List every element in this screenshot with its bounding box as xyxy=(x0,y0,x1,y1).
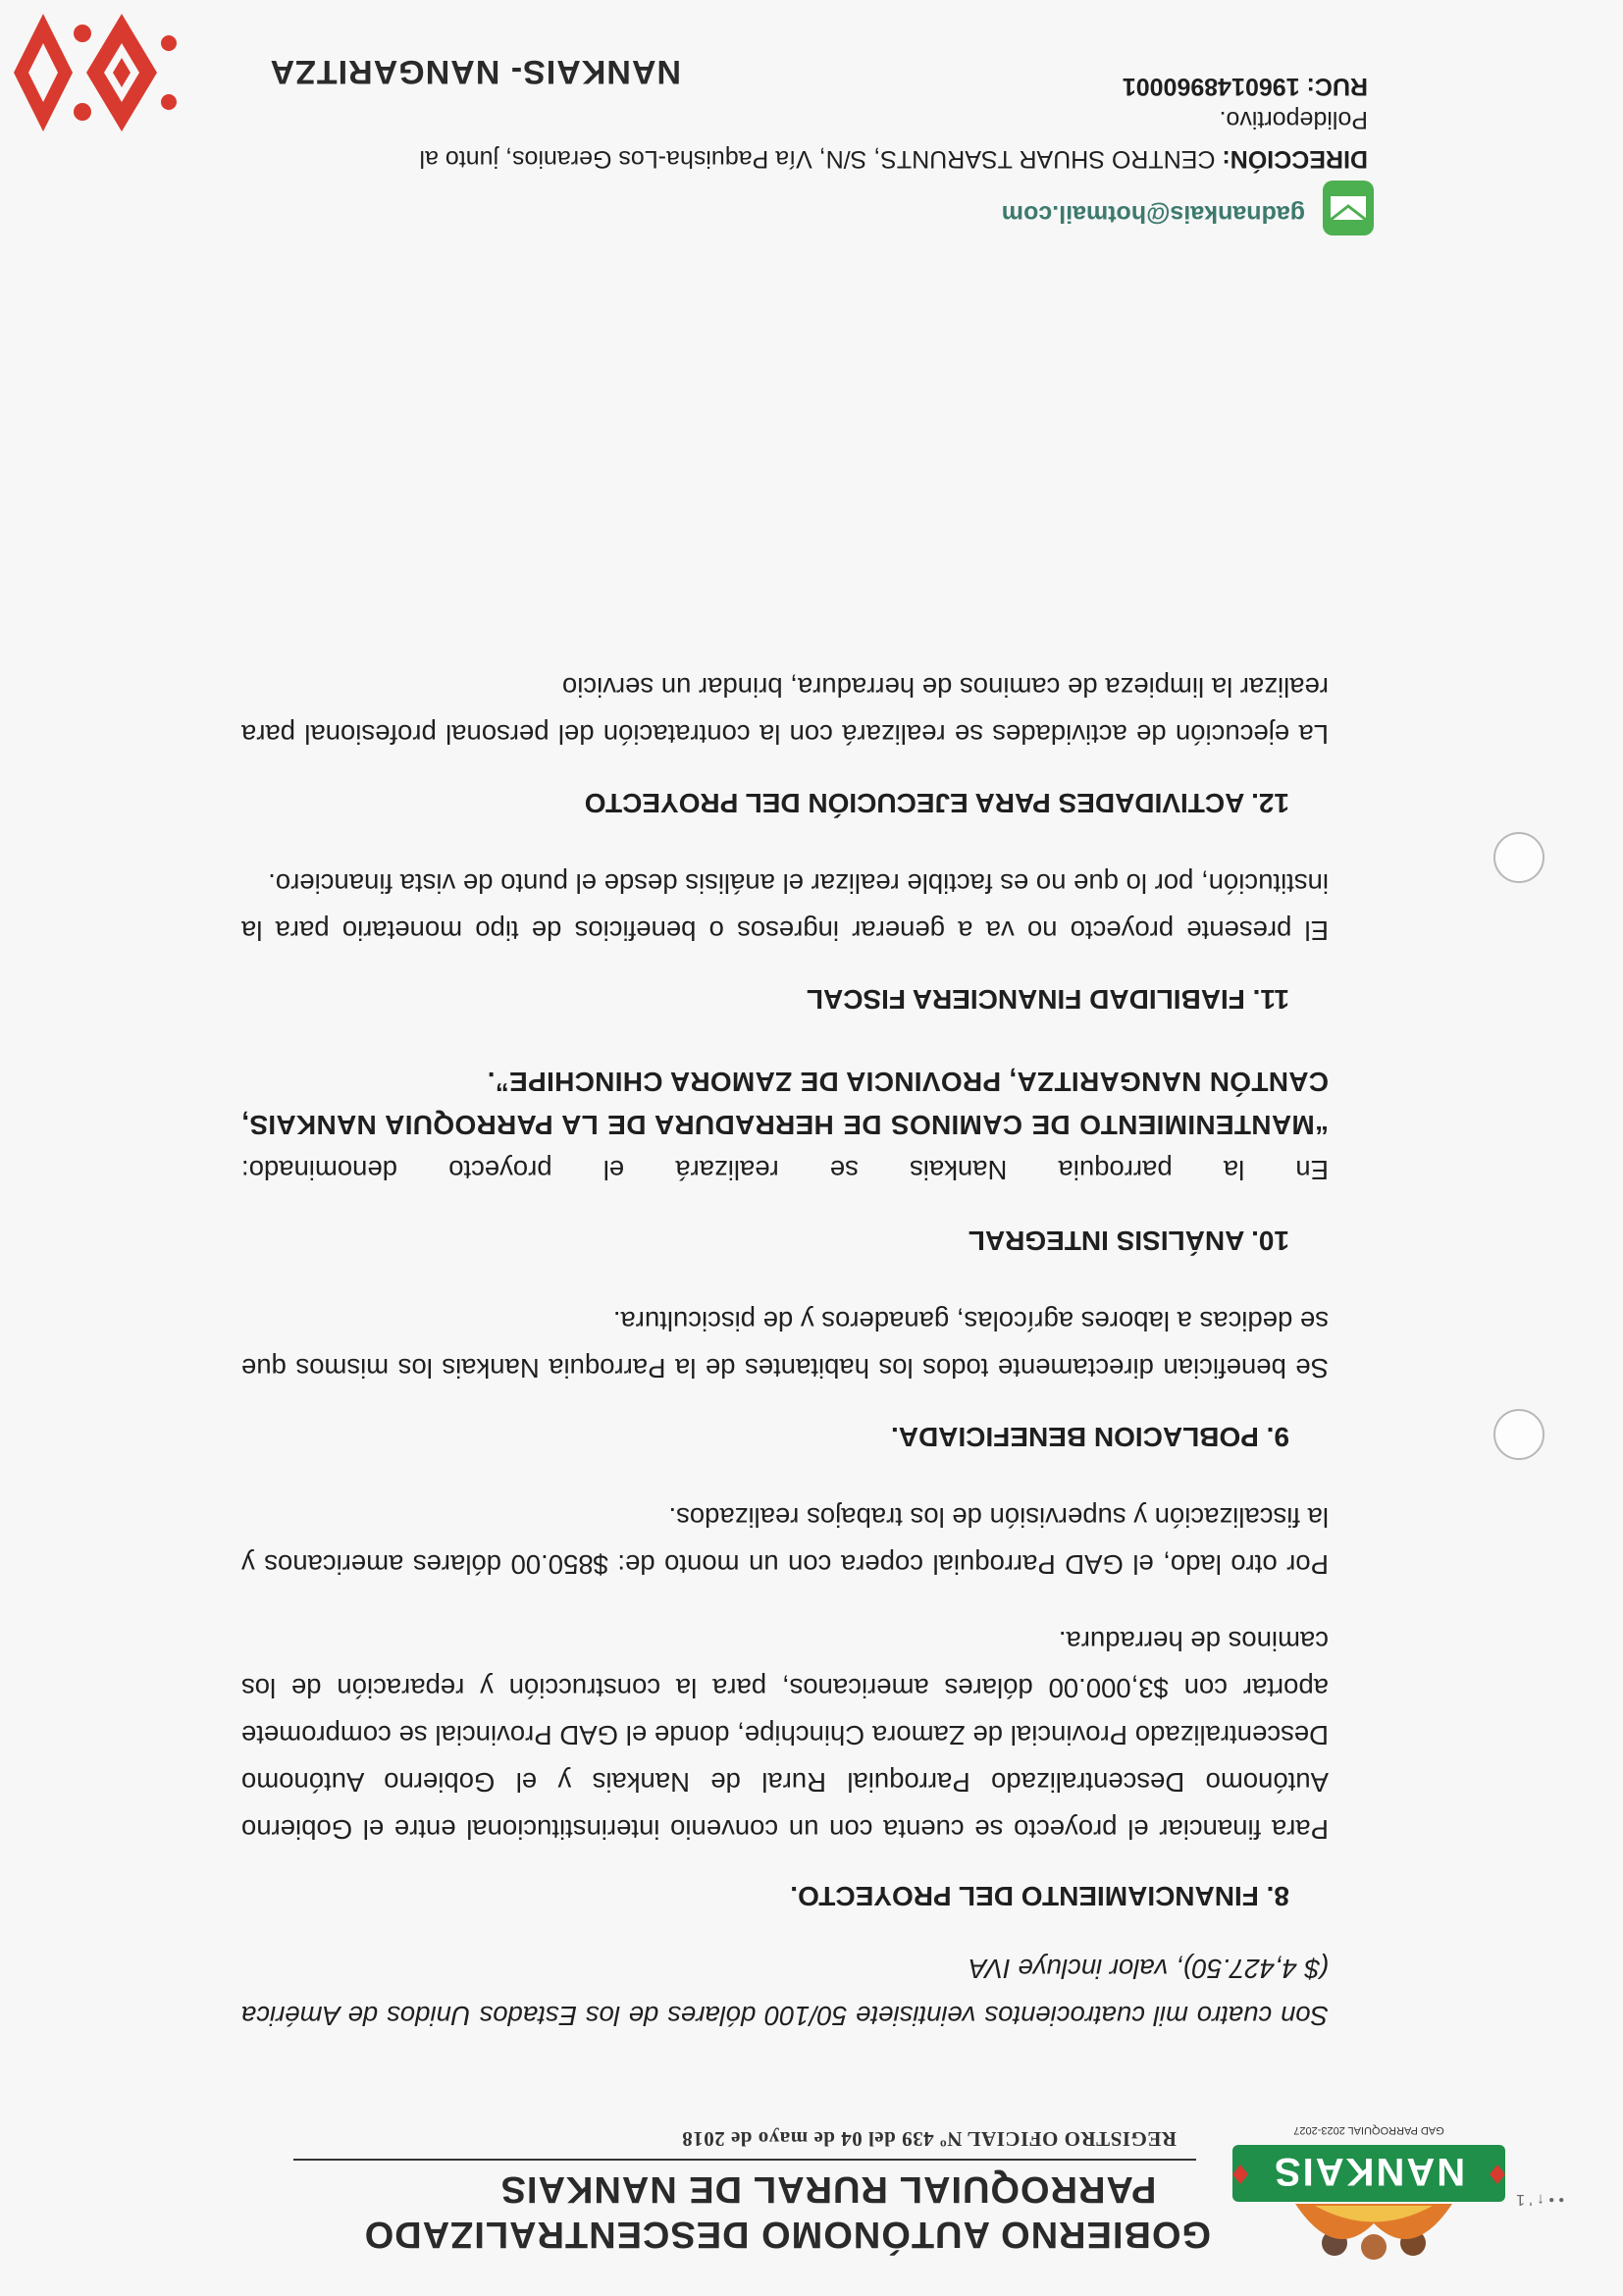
registro-oficial: REGISTRO OFICIAL Nº 439 del 04 de mayo de 2018 xyxy=(681,2127,1177,2151)
section-11-paragraph: El presente proyecto no va a generar ingresos o beneficios de tipo monetario para la institución, por lo que no es factible realizar el análisis desde el punto de vista financiero. xyxy=(241,868,1329,946)
section-12-paragraph: La ejecución de actividades se realizará con la contratación del personal profesional para realizar la limpieza de caminos de herradura, brindar un servicio xyxy=(241,672,1329,750)
address-text: CENTRO SHUAR TSARUNTS, S/N, Vía Paquisha-Los Geranios, junto al Polideportivo. xyxy=(419,106,1368,173)
org-name-line1: GOBIERNO AUTÓNOMO DESCENTRALIZADO xyxy=(363,2214,1211,2255)
org-name-line2: PARROQUIAL RURAL DE NANKAIS xyxy=(499,2168,1157,2210)
project-title: “MANTENIMIENTO DE CAMINOS DE HERRADURA DE LA PARROQUIA NANKAIS, CANTÓN NANGARITZA, PROVINCIA DE ZAMORA CHINCHIPE”. xyxy=(241,1067,1329,1140)
section-9-heading: 9. POBLACION BENEFICIADA. xyxy=(890,1422,1289,1452)
section-9-paragraph: Se benefician directamente todos los habitantes de la Parroquia Nankais los mismos que se dedicas a labores agrícolas, ganaderos y de piscicultura. xyxy=(241,1306,1329,1383)
section-11-heading: 11. FIABILIDAD FINANCIERA FISCAL xyxy=(806,984,1289,1015)
logo-subtext: GAD PARROQUIAL 2023-2027 xyxy=(1293,2124,1444,2136)
address-label: DIRECCIÓN: xyxy=(1222,145,1368,173)
scan-mark: • • ↑ ' 1 xyxy=(1516,2191,1564,2208)
punch-hole xyxy=(1493,832,1544,883)
budget-amount-text: Son cuatro mil cuatrocientos veintisiete 50/100 dólares de los Estados Unidos de América ($ 4,427.50), valor incluye IVA xyxy=(241,1954,1329,2031)
diamond-ornament xyxy=(14,4,181,141)
section-10-heading: 10. ANÁLISIS INTEGRAL xyxy=(968,1226,1289,1256)
logo-text: NANKAIS xyxy=(1272,2150,1466,2193)
punch-hole xyxy=(1493,1409,1544,1460)
header-divider xyxy=(293,2159,1196,2161)
nankais-logo xyxy=(1227,2066,1511,2263)
section-12-heading: 12. ACTIVIDADES PARA EJECUCIÓN DEL PROYECTO xyxy=(584,788,1289,818)
section-10-paragraph: En la parroquia Nankais se realizará el proyecto denominado: xyxy=(241,1155,1329,1185)
section-8-paragraph-2: Por otro lado, el GAD Parroquial copera con un monto de: $850.00 dólares americanos y la fiscalización y supervisión de los trabajos realizados. xyxy=(241,1502,1329,1580)
footer-address xyxy=(406,100,1368,179)
email-icon xyxy=(1321,179,1376,237)
document-body xyxy=(241,663,1329,2039)
page-header xyxy=(131,2166,1211,2257)
footer-email: gadnankais@hotmail.com xyxy=(1001,200,1305,228)
section-8-paragraph-1: Para financiar el proyecto se cuenta con un convenio interinstitucional entre el Gobierno Autónomo Descentralizado Parroquial Rural de Nankais y el Gobierno Autónomo Descentralizado Provincial de Zamora Chinchipe, donde el GAD Provincial se compromete aportar con $3,000.00 dólares americanos, para la construcción y reparación de los caminos de herradura. xyxy=(241,1626,1329,1845)
footer-ruc: RUC: 1960148960001 xyxy=(1122,73,1368,100)
footer-brand: NANKAIS- NANGARITZA xyxy=(269,53,681,90)
section-8-heading: 8. FINANCIAMIENTO DEL PROYECTO. xyxy=(790,1881,1289,1911)
